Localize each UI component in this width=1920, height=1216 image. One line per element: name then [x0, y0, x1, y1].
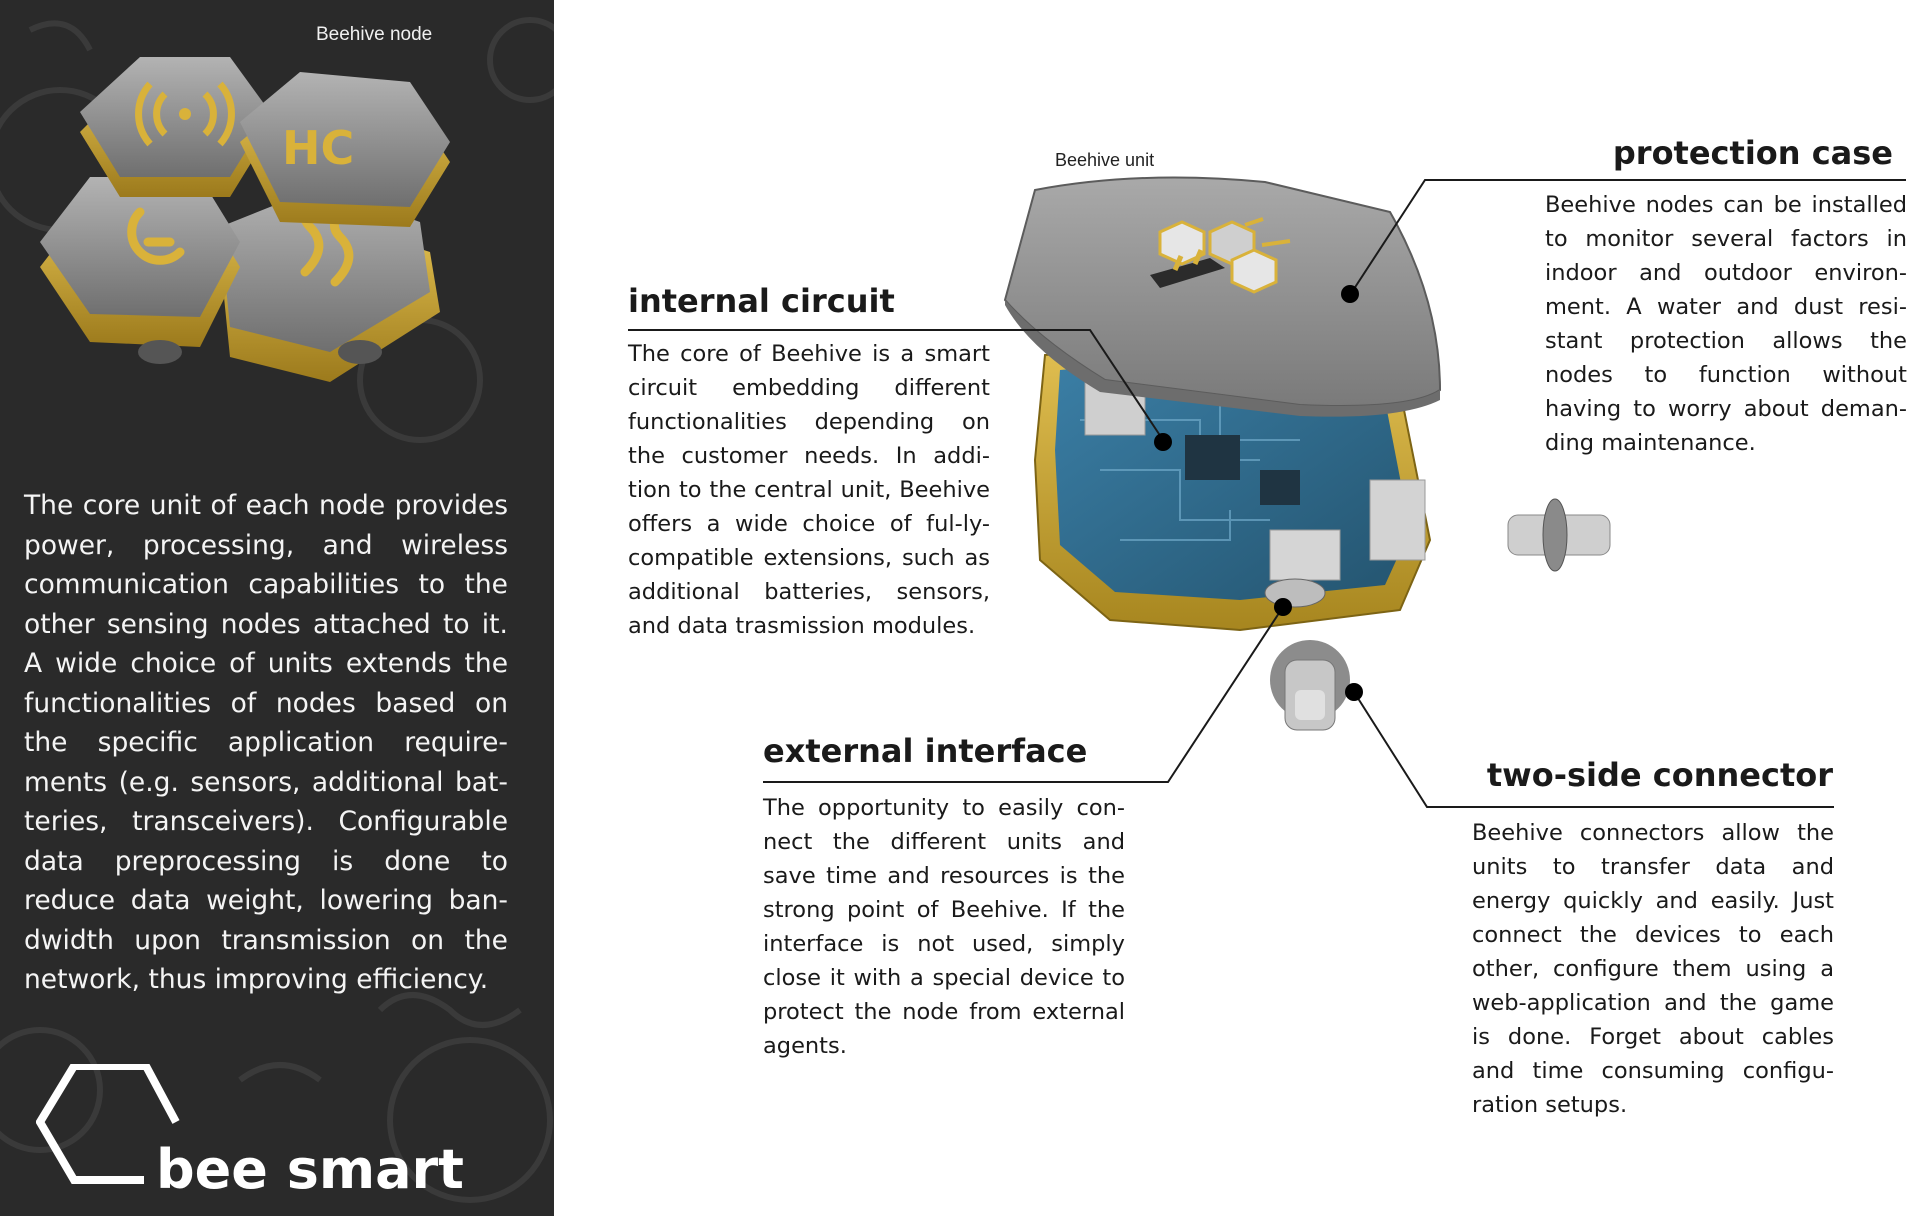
external-interface-heading: external interface: [763, 732, 1088, 770]
internal-circuit-body: The core of Beehive is a smart circuit embedding different functionalities depending on the customer needs. In addi-tion to the central unit, Beehive offers a wide choice of ful-ly-compatible extensions, such as additional batteries, sensors, and data trasmission modules.: [628, 341, 990, 639]
internal-circuit-heading: internal circuit: [628, 282, 895, 320]
protection-case-heading: protection case: [1612, 134, 1893, 172]
left-description: The core unit of each node provides power, processing, and wireless communication capabilities to the other sensing nodes attached to it. A wide choice of units extends the functionalities of nodes based on the specific application require-ments (e.g. sensors, additional bat-teries, transceivers). Configurable data preprocessing is done to reduce data weight, lowering ban-dwidth upon transmission on the network, thus improving efficiency.: [24, 490, 508, 995]
two-side-connector: [1270, 640, 1350, 730]
two-side-connector-heading: two-side connector: [1486, 756, 1833, 794]
two-side-connector-body: Beehive connectors allow the units to transfer data and energy quickly and easily. Just connect the devices to each other, configure them using a web-application and the game is done. Forget about cables and time consuming configu-ration setups.: [1472, 820, 1834, 1118]
beehive-node-illustration: [30, 52, 490, 422]
two-side-connector-spare: [1508, 499, 1610, 571]
beehive-node-caption: Beehive node: [316, 24, 433, 45]
left-panel: [0, 0, 554, 1216]
beehive-unit-caption: Beehive unit: [1055, 150, 1155, 170]
brand-name: bee smart: [156, 1138, 464, 1201]
node-module-top-right: [240, 72, 450, 227]
node-module-bottom-left: [40, 177, 240, 364]
protection-case-body: Beehive nodes can be installed to monitor several factors in indoor and outdoor environ-ment. A water and dust resi-stant protection allows the nodes to function without having to worry about deman-ding maintenance.: [1545, 192, 1907, 456]
node-module-top-left: [80, 57, 270, 197]
hc-emblem: HC: [282, 121, 355, 175]
external-interface-body: The opportunity to easily con-nect the different units and save time and resources is the strong point of Beehive. If the interface is not used, simply close it with a special device to protect the node from external agents.: [763, 795, 1125, 1059]
